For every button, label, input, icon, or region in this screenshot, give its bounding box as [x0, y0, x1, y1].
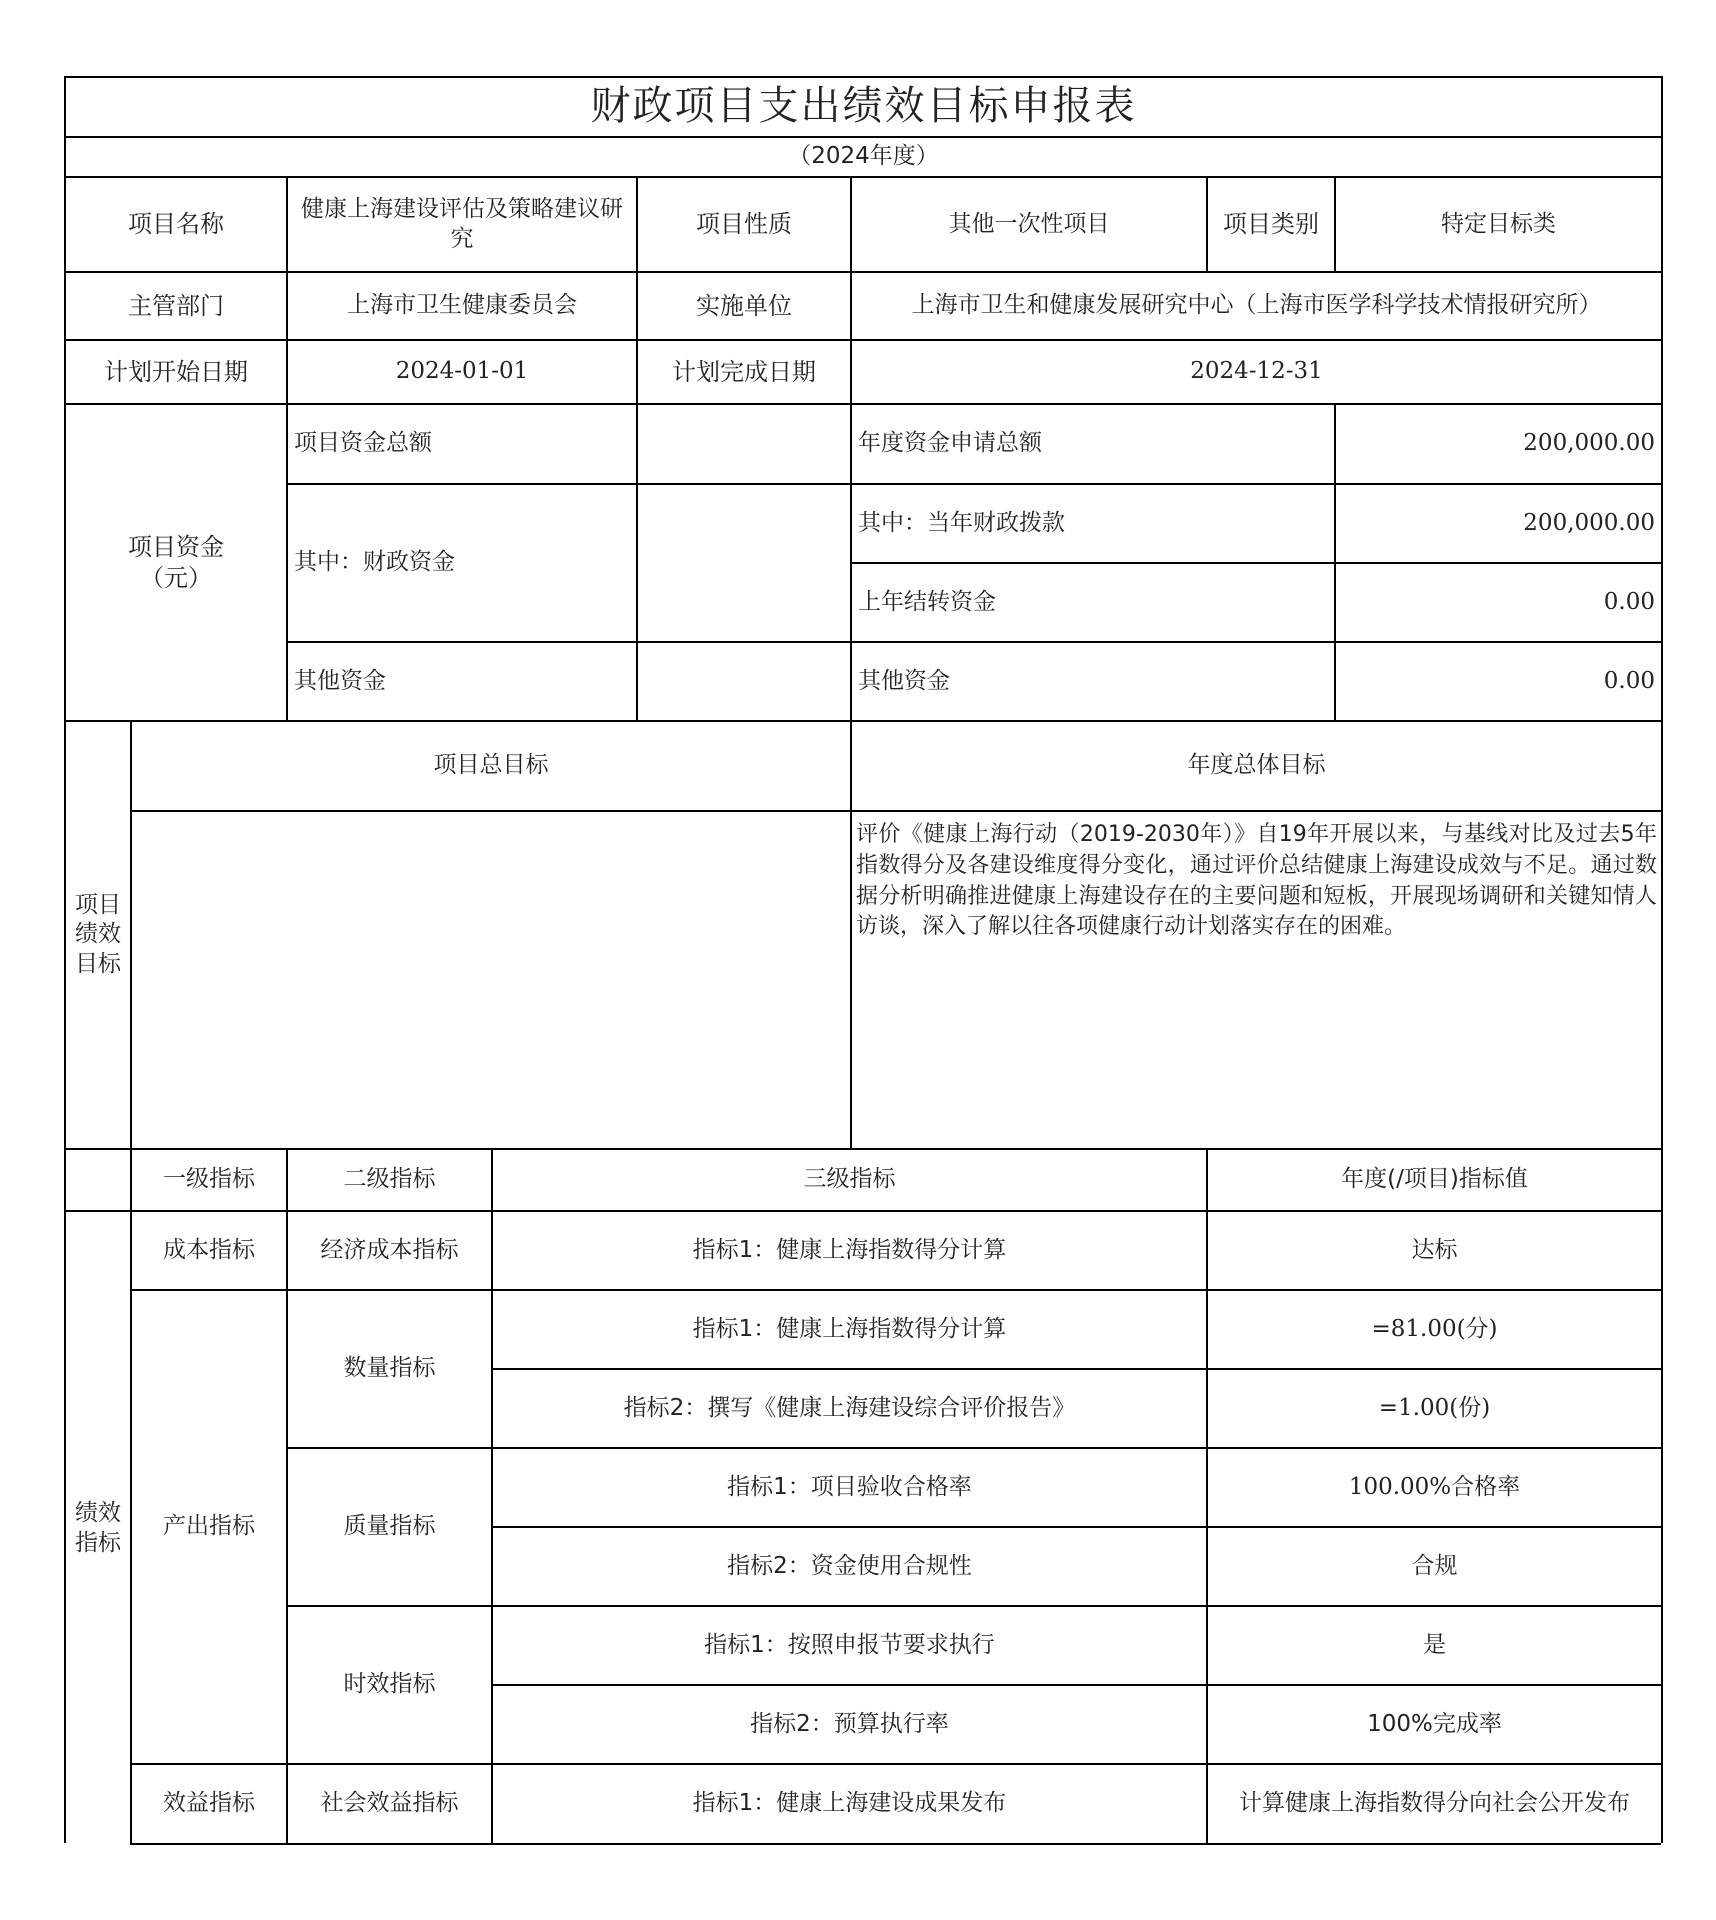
dept-label: 主管部门 — [66, 273, 288, 341]
annual-total-value: 200,000.00 — [1336, 405, 1661, 485]
annual-goal-header: 年度总体目标 — [852, 722, 1661, 812]
cost-indicator-1-value: 达标 — [1208, 1212, 1661, 1291]
carryover-value: 0.00 — [1336, 564, 1661, 643]
funds-total-label: 项目资金总额 — [288, 405, 638, 485]
impl-label: 实施单位 — [638, 273, 852, 341]
social-benefit-level2: 社会效益指标 — [288, 1765, 493, 1845]
project-name-label: 项目名称 — [66, 178, 288, 273]
quality-indicator-1-value: 100.00%合格率 — [1208, 1449, 1661, 1528]
benefit-level1: 效益指标 — [132, 1765, 288, 1845]
other-funds-value — [638, 643, 852, 722]
overall-goal-header: 项目总目标 — [132, 722, 852, 812]
cost-indicator-1: 指标1：健康上海指数得分计算 — [493, 1212, 1208, 1291]
timeliness-indicator-1: 指标1：按照申报节要求执行 — [493, 1607, 1208, 1686]
social-indicator-1-value: 计算健康上海指数得分向社会公开发布 — [1208, 1765, 1661, 1845]
output-level1: 产出指标 — [132, 1291, 288, 1765]
project-nature-label: 项目性质 — [638, 178, 852, 273]
other-funds-label: 其他资金 — [288, 643, 638, 722]
quality-indicator-2-value: 合规 — [1208, 1528, 1661, 1607]
quantity-indicator-1: 指标1：健康上海指数得分计算 — [493, 1291, 1208, 1370]
indicator-level2-header: 二级指标 — [288, 1150, 493, 1212]
quantity-indicator-2-value: =1.00(份) — [1208, 1370, 1661, 1449]
quality-indicator-2: 指标2：资金使用合规性 — [493, 1528, 1208, 1607]
carryover-label: 上年结转资金 — [852, 564, 1336, 643]
timeliness-indicator-2: 指标2：预算执行率 — [493, 1686, 1208, 1765]
fiscal-funds-label: 其中：财政资金 — [288, 485, 638, 643]
quantity-indicator-2: 指标2：撰写《健康上海建设综合评价报告》 — [493, 1370, 1208, 1449]
form-title: 财政项目支出绩效目标申报表 — [66, 78, 1661, 138]
annual-total-label: 年度资金申请总额 — [852, 405, 1336, 485]
quality-level2: 质量指标 — [288, 1449, 493, 1607]
indicator-level3-header: 三级指标 — [493, 1150, 1208, 1212]
timeliness-indicator-1-value: 是 — [1208, 1607, 1661, 1686]
funds-total-value — [638, 405, 852, 485]
indicators-header-blank — [66, 1150, 132, 1212]
cost-level1: 成本指标 — [132, 1212, 288, 1291]
indicator-value-header: 年度(/项目)指标值 — [1208, 1150, 1661, 1212]
fiscal-funds-value — [638, 485, 852, 643]
form-year: （2024年度） — [66, 138, 1661, 178]
start-date-label: 计划开始日期 — [66, 341, 288, 405]
project-name-value: 健康上海建设评估及策略建议研究 — [288, 178, 638, 273]
current-fiscal-label: 其中：当年财政拨款 — [852, 485, 1336, 564]
annual-other-value: 0.00 — [1336, 643, 1661, 722]
indicators-label: 绩效指标 — [66, 1212, 132, 1845]
timeliness-indicator-2-value: 100%完成率 — [1208, 1686, 1661, 1765]
funds-label: 项目资金（元） — [66, 405, 288, 722]
cost-level2: 经济成本指标 — [288, 1212, 493, 1291]
timeliness-level2: 时效指标 — [288, 1607, 493, 1765]
social-indicator-1: 指标1：健康上海建设成果发布 — [493, 1765, 1208, 1845]
end-date-value: 2024-12-31 — [852, 341, 1661, 405]
impl-value: 上海市卫生和健康发展研究中心（上海市医学科学技术情报研究所） — [852, 273, 1661, 341]
end-date-label: 计划完成日期 — [638, 341, 852, 405]
quantity-indicator-1-value: =81.00(分) — [1208, 1291, 1661, 1370]
quantity-level2: 数量指标 — [288, 1291, 493, 1449]
goals-label: 项目绩效目标 — [66, 722, 132, 1150]
annual-goal-text: 评价《健康上海行动（2019-2030年）》自19年开展以来，与基线对比及过去5年指数得分及各建设维度得分变化，通过评价总结健康上海建设成效与不足。通过数据分析明确推进健康上海建设存在的主要问题和短板，开展现场调研和关键知情人访谈，深入了解以往各项健康行动计划落实存在的困难。 — [852, 812, 1661, 1150]
current-fiscal-value: 200,000.00 — [1336, 485, 1661, 564]
quality-indicator-1: 指标1：项目验收合格率 — [493, 1449, 1208, 1528]
annual-other-label: 其他资金 — [852, 643, 1336, 722]
performance-target-form — [64, 76, 1663, 1843]
start-date-value: 2024-01-01 — [288, 341, 638, 405]
project-category-label: 项目类别 — [1208, 178, 1336, 273]
project-category-value: 特定目标类 — [1336, 178, 1661, 273]
project-nature-value: 其他一次性项目 — [852, 178, 1208, 273]
dept-value: 上海市卫生健康委员会 — [288, 273, 638, 341]
overall-goal-text — [132, 812, 852, 1150]
indicator-level1-header: 一级指标 — [132, 1150, 288, 1212]
